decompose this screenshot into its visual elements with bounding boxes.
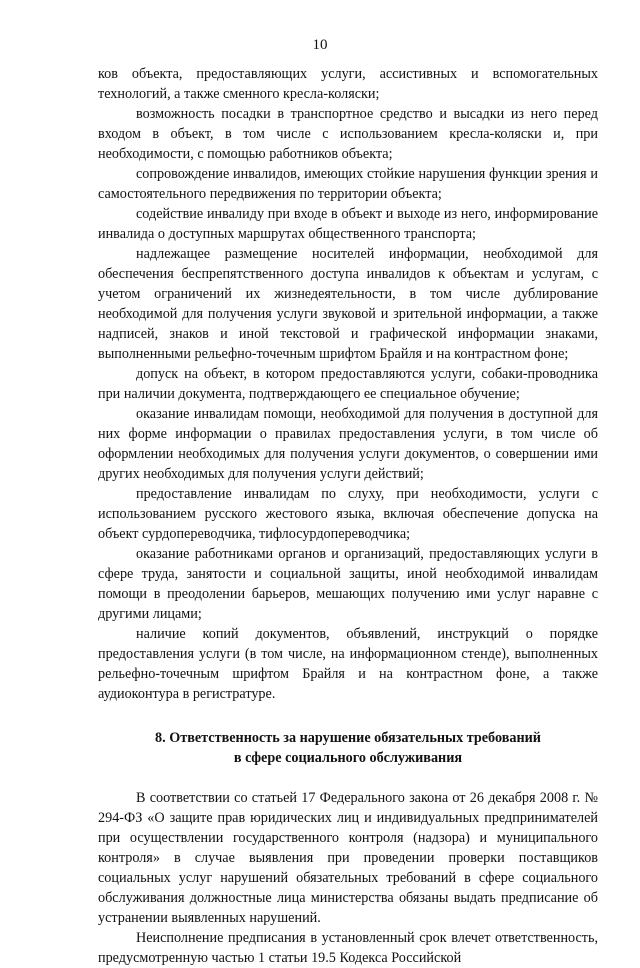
paragraph: надлежащее размещение носителей информации, необходимой для обеспечения беспрепятственного доступа инвалидов к объектам и услугам, с учетом ограничений их жизнедеятельности, в том числе дублирование необходимой для получения услуги звуковой и зрительной информации, а также надписей, знаков и иной текстовой и графической информации знаками, выполненными рельефно-точечным шрифтом Брайля и на контрастном фоне;: [98, 246, 598, 362]
section-heading-line-2: в сфере социального обслуживания: [233, 750, 463, 766]
paragraph: Неисполнение предписания в установленный срок влечет ответственность, предусмотренную частью 1 статьи 19.5 Кодекса Российской: [98, 930, 598, 966]
document-body: [98, 64, 598, 968]
page-number: 10: [312, 37, 328, 53]
paragraph: возможность посадки в транспортное средство и высадки из него перед входом в объект, в том числе с использованием кресла-коляски и, при необходимости, с помощью работников объекта;: [98, 106, 598, 162]
paragraph: допуск на объект, в котором предоставляются услуги, собаки-проводника при наличии документа, подтверждающего ее специальное обучение;: [98, 366, 598, 402]
paragraph: предоставление инвалидам по слуху, при необходимости, услуги с использованием русского жестового языка, включая обеспечение допуска на объект сурдопереводчика, тифлосурдопереводчика;: [98, 486, 598, 542]
paragraph: оказание инвалидам помощи, необходимой для получения в доступной для них форме информации о правилах предоставления услуги, в том числе об оформлении необходимых для получения услуги документов, о совершении ими других необходимых для получения услуги действий;: [98, 406, 598, 482]
section-heading: [98, 728, 598, 768]
paragraph: сопровождение инвалидов, имеющих стойкие нарушения функции зрения и самостоятельного передвижения по территории объекта;: [98, 166, 598, 202]
section-heading-line-1: 8. Ответственность за нарушение обязательных требований: [155, 730, 541, 746]
paragraph: наличие копий документов, объявлений, инструкций о порядке предоставления услуги (в том числе, на информационном стенде), выполненных рельефно-точечным шрифтом Брайля и на контрастном фоне, а также аудиоконтура в регистратуре.: [98, 626, 598, 702]
paragraph: В соответствии со статьей 17 Федерального закона от 26 декабря 2008 г. № 294-ФЗ «О защите прав юридических лиц и индивидуальных предпринимателей при осуществлении государственного контроля (надзора) и муниципального контроля» в случае выявления при проведении проверки поставщиков социальных услуг нарушений обязательных требований в сфере социального обслуживания должностные лица министерства обязаны выдать предписание об устранении выявленных нарушений.: [98, 790, 598, 926]
paragraph: оказание работниками органов и организаций, предоставляющих услуги в сфере труда, занятости и социальной защиты, иной необходимой инвалидам помощи в преодолении барьеров, мешающих получению ими услуг наравне с другими лицами;: [98, 546, 598, 622]
paragraph: ков объекта, предоставляющих услуги, ассистивных и вспомогательных технологий, а также сменного кресла-коляски;: [98, 66, 598, 102]
paragraph: содействие инвалиду при входе в объект и выходе из него, информирование инвалида о доступных маршрутах общественного транспорта;: [98, 206, 598, 242]
